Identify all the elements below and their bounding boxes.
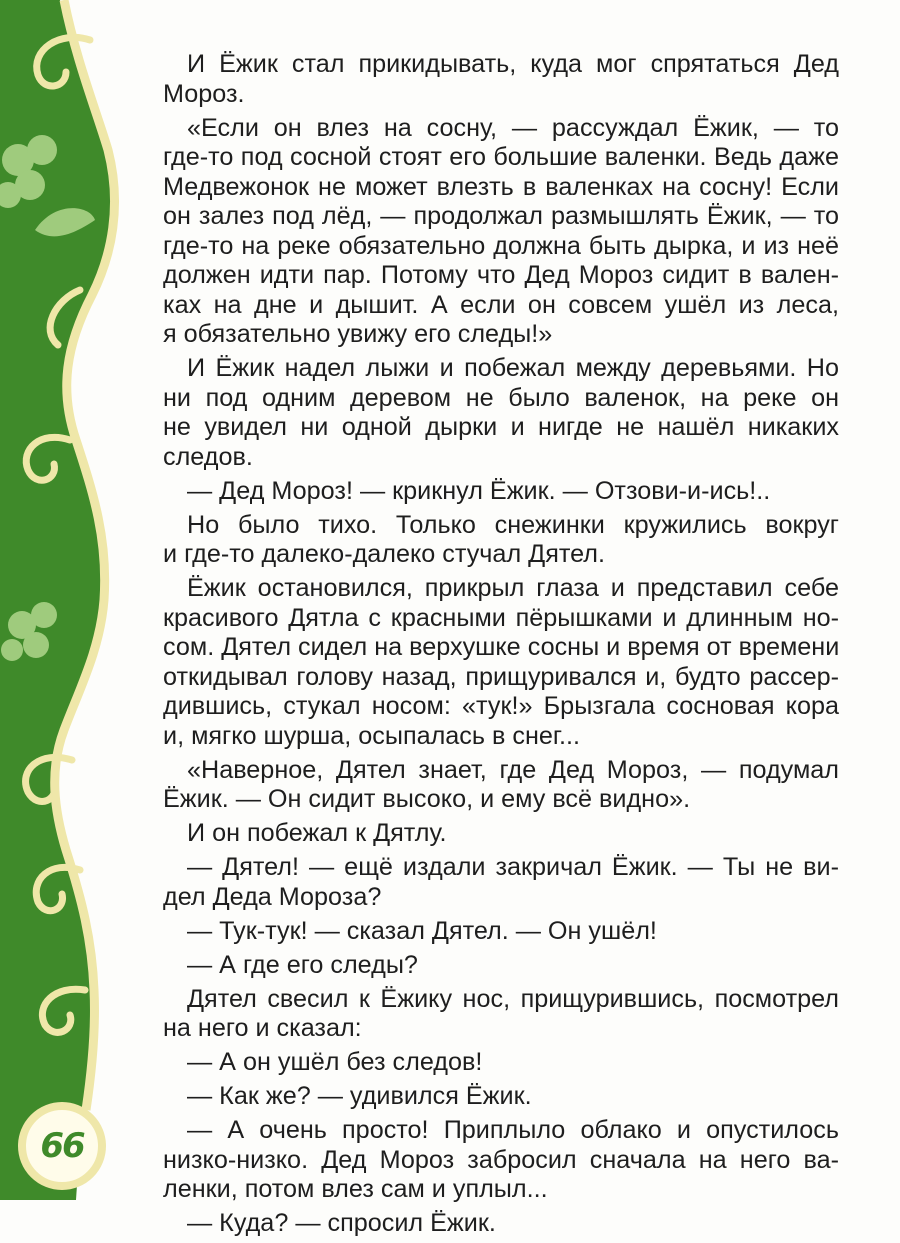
text-line: «Наверное, Дятел знает, где Дед Мороз, — подумал xyxy=(187,755,839,784)
text-line: откидывал голову назад, прищуривался и, будто рассер- xyxy=(163,662,839,691)
paragraph xyxy=(163,1116,839,1205)
text-line: и где-то далеко-далеко стучал Дятел. xyxy=(163,540,605,568)
paragraph xyxy=(163,477,839,507)
paragraph xyxy=(163,1082,839,1112)
page-number: 66 xyxy=(40,1126,84,1166)
text-line: Но было тихо. Только снежинки кружились вокруг xyxy=(187,510,839,539)
text-line: низко-низко. Дед Мороз забросил сначала на него ва- xyxy=(163,1145,839,1174)
text-line: где-то на реке обязательно должна быть дырка, и из неё xyxy=(163,231,839,260)
paragraph xyxy=(163,511,839,570)
text-line: И Ёжик надел лыжи и побежал между деревьями. Но xyxy=(187,354,839,382)
text-line: — Дед Мороз! — крикнул Ёжик. — Отзови-и-ись!.. xyxy=(187,476,771,505)
text-line: следов. xyxy=(163,442,253,471)
paragraph xyxy=(163,1209,839,1239)
text-line: ни под одним деревом не было валенок, на реке он xyxy=(163,383,839,412)
text-line: ленки, потом влез сам и уплыл... xyxy=(163,1175,548,1203)
story-text xyxy=(163,50,839,1243)
text-line: должен идти пар. Потому что Дед Мороз сидит в вален- xyxy=(163,261,839,289)
paragraph xyxy=(163,574,839,751)
text-line: и, мягко шурша, осыпалась в снег... xyxy=(163,721,581,750)
paragraph xyxy=(163,114,839,350)
paragraph xyxy=(163,985,839,1044)
text-line: — А он ушёл без следов! xyxy=(187,1048,483,1076)
text-line: я обязательно увижу его следы!» xyxy=(163,320,553,348)
paragraph xyxy=(163,50,839,109)
text-line: — Куда? — спросил Ёжик. xyxy=(187,1209,496,1237)
text-line: Мороз. xyxy=(163,79,245,108)
text-line: он залез под лёд, — продолжал размышлять Ёжик, — то xyxy=(163,202,839,230)
text-line: Медвежонок не может влезть в валенках на сосну! Если xyxy=(163,172,839,201)
text-line: Ёжик остановился, прикрыл глаза и представил себе xyxy=(187,574,839,602)
text-line: — А где его следы? xyxy=(187,950,418,979)
text-line: — А очень просто! Приплыло облако и опустилось xyxy=(187,1116,839,1144)
text-line: дившись, стукал носом: «тук!» Брызгала сосновая кора xyxy=(163,692,839,720)
paragraph xyxy=(163,354,839,472)
text-line: на него и сказал: xyxy=(163,1014,362,1042)
text-line: ках на дне и дышит. А если он совсем ушёл из леса, xyxy=(163,290,839,319)
text-line: И Ёжик стал прикидывать, куда мог спрятаться Дед xyxy=(187,50,839,78)
paragraph xyxy=(163,1048,839,1078)
text-line: не увидел ни одной дырки и нигде не нашёл никаких xyxy=(163,413,839,441)
text-line: сом. Дятел сидел на верхушке сосны и время от времени xyxy=(163,633,840,661)
paragraph xyxy=(163,951,839,981)
text-line: — Дятел! — ещё издали закричал Ёжик. — Ты не ви- xyxy=(187,853,839,881)
text-line: «Если он влез на сосну, — рассуждал Ёжик, — то xyxy=(187,113,839,142)
text-line: красивого Дятла с красными пёрышками и длинным но- xyxy=(163,603,839,632)
text-line: Дятел свесил к Ёжику нос, прищурившись, посмотрел xyxy=(187,984,839,1013)
text-line: дел Деда Мороза? xyxy=(163,882,382,911)
text-line: Ёжик. — Он сидит высоко, и ему всё видно». xyxy=(163,785,691,813)
paragraph xyxy=(163,819,839,849)
text-line: где-то под сосной стоят его большие валенки. Ведь даже xyxy=(163,143,839,171)
text-line: — Тук-тук! — сказал Дятел. — Он ушёл! xyxy=(187,916,657,945)
text-line: — Как же? — удивился Ёжик. xyxy=(187,1082,532,1110)
paragraph xyxy=(163,756,839,815)
paragraph xyxy=(163,917,839,947)
paragraph xyxy=(163,853,839,912)
text-line: И он побежал к Дятлу. xyxy=(187,819,447,847)
